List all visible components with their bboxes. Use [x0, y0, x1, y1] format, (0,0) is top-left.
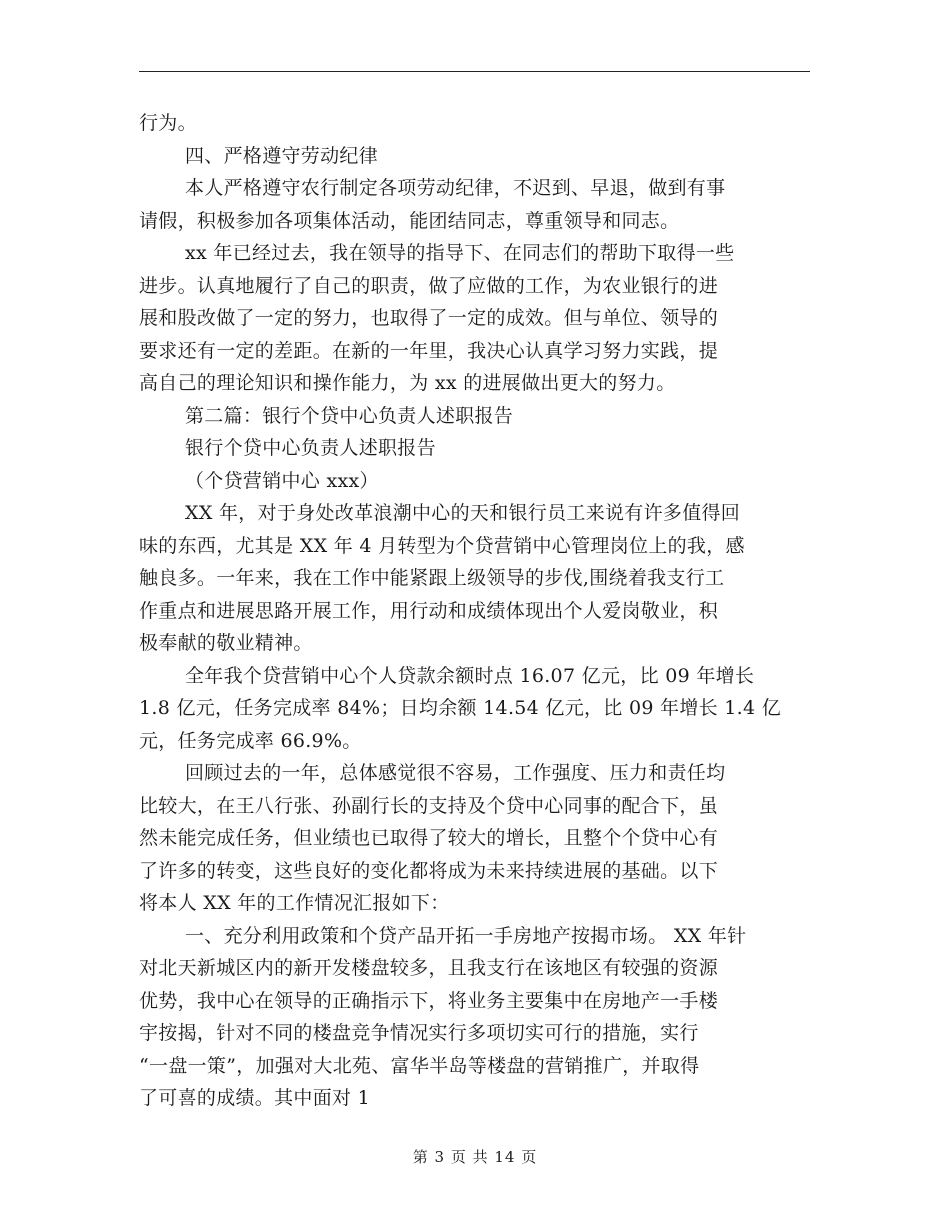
- text-line: 请假，积极参加各项集体活动，能团结同志，尊重领导和同志。: [139, 209, 680, 232]
- text-line: 触良多。一年来，我在工作中能紧跟上级领导的步伐,围绕着我支行工: [139, 567, 725, 589]
- text-line: 优势，我中心在领导的正确指示下，将业务主要集中在房地产一手楼: [139, 989, 719, 1012]
- text-line: 第二篇：银行个贷中心负责人述职报告: [185, 404, 514, 427]
- header-rule: [139, 71, 810, 72]
- text-line: 味的东西，尤其是 XX 年 4 月转型为个贷营销中心管理岗位上的我，感: [139, 534, 745, 557]
- text-line: 然未能完成任务，但业绩也已取得了较大的增长，且整个个贷中心有: [139, 827, 719, 849]
- text-line: 了可喜的成绩。其中面对 1: [139, 1087, 371, 1109]
- text-line: 对北天新城区内的新开发楼盘较多，且我支行在该地区有较强的资源: [139, 957, 719, 979]
- text-line: 作重点和进展思路开展工作，用行动和成绩体现出个人爱岗敬业，积: [139, 599, 719, 622]
- page-number: 第 3 页 共 14 页: [412, 1148, 538, 1166]
- text-line: 行为。: [139, 112, 197, 134]
- text-line: （个贷营销中心 xxx）: [185, 469, 379, 492]
- text-line: 四、严格遵守劳动纪律: [185, 144, 379, 167]
- text-line: 进步。认真地履行了自己的职责，做了应做的工作，为农业银行的进: [139, 274, 719, 297]
- text-line: 一、充分利用政策和个贷产品开拓一手房地产按揭市场。 XX 年针: [185, 924, 747, 947]
- text-line: XX 年，对于身处改革浪潮中心的天和银行员工来说有许多值得回: [185, 502, 741, 524]
- text-line: 了许多的转变，这些良好的变化都将成为未来持续进展的基础。以下: [139, 859, 719, 882]
- text-line: 高自己的理论知识和操作能力，为 xx 的进展做出更大的努力。: [139, 372, 676, 394]
- text-line: 银行个贷中心负责人述职报告: [185, 437, 436, 459]
- text-line: “一盘一策”，加强对大北苑、富华半岛等楼盘的营销推广，并取得: [139, 1054, 700, 1077]
- text-line: 极奉献的敬业精神。: [139, 632, 313, 654]
- text-line: 本人严格遵守农行制定各项劳动纪律，不迟到、早退，做到有事: [185, 177, 726, 199]
- text-line: xx 年已经过去，我在领导的指导下、在同志们的帮助下取得一些: [185, 242, 735, 264]
- text-line: 展和股改做了一定的努力，也取得了一定的成效。但与单位、领导的: [139, 307, 719, 329]
- document-body: [139, 107, 810, 1115]
- text-line: 要求还有一定的差距。在新的一年里，我决心认真学习努力实践，提: [139, 339, 719, 362]
- text-line: 全年我个贷营销中心个人贷款余额时点 16.07 亿元，比 09 年增长: [185, 664, 755, 687]
- text-line: 将本人 XX 年的工作情况汇报如下：: [139, 892, 450, 914]
- text-line: 元，任务完成率 66.9%。: [139, 729, 362, 752]
- text-line: 比较大，在王八行张、孙副行长的支持及个贷中心同事的配合下，虽: [139, 794, 719, 817]
- text-line: 回顾过去的一年，总体感觉很不容易，工作强度、压力和责任均: [185, 762, 726, 784]
- text-line: 1.8 亿元，任务完成率 84%；日均余额 14.54 亿元，比 09 年增长 1.4 亿: [139, 697, 782, 719]
- text-line: 宇按揭，针对不同的楼盘竞争情况实行多项切实可行的措施，实行: [139, 1022, 699, 1044]
